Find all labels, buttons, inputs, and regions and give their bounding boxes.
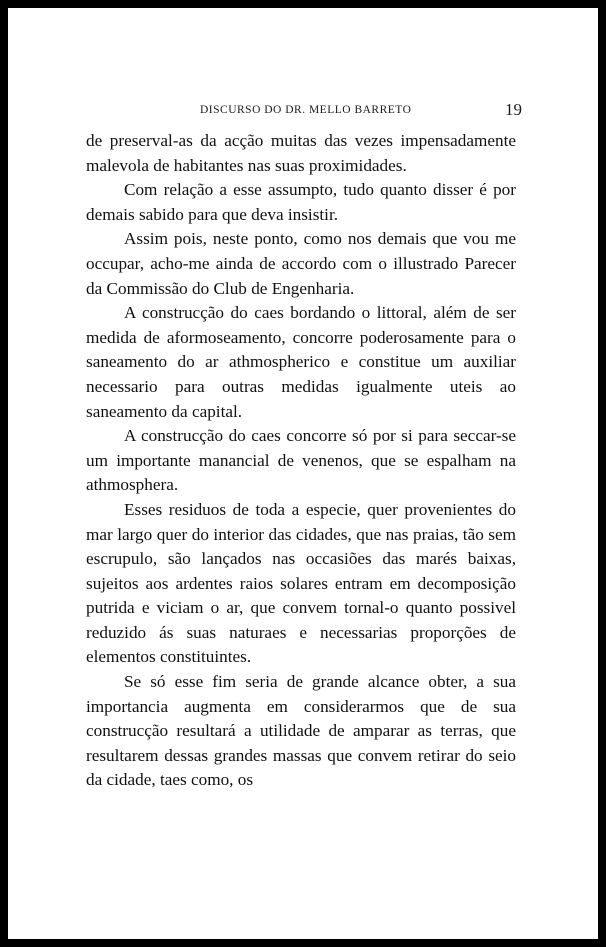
paragraph: Assim pois, neste ponto, como nos demais que vou me occupar, acho-me ainda de accordo com o illustrado Parecer da Commissão do Club de Engenharia. — [86, 229, 516, 298]
paragraph: de preserval-as da acção muitas das vezes impensadamente malevola de habitantes nas suas proximidades. — [86, 131, 516, 175]
paragraph: Se só esse fim seria de grande alcance obter, a sua importancia augmenta em considerarmos que de sua construcção resultará a utilidade de amparar as terras, que resultarem dessas grandes massas que convem retirar do seio da cidade, taes como, os — [86, 672, 516, 790]
running-title: DISCURSO DO DR. MELLO BARRETO — [200, 104, 412, 116]
paragraph: A construcção do caes concorre só por si para seccar-se um importante manancial de venenos, que se espalham na athmosphera. — [86, 426, 516, 495]
paragraph: Esses residuos de toda a especie, quer provenientes do mar largo quer do interior das cidades, que nas praias, tão sem escrupulo, são lançados nas occasiões das marés baixas, sujeitos aos ardentes raios solares entram em decomposição putrida e viciam o ar, que convem tornal-o quanto possivel reduzido ás suas naturaes e necessarias proporções de elementos constituintes. — [86, 499, 516, 667]
body-text — [86, 129, 516, 793]
paragraph: Com relação a esse assumpto, tudo quanto disser é por demais sabido para que deva insistir. — [86, 180, 516, 224]
page-number: 19 — [505, 100, 522, 119]
paragraph: A construcção do caes bordando o littoral, além de ser medida de aformoseamento, concorre poderosamente para o saneamento do ar athmospherico e constitue um auxiliar necessario para outras medidas igualmente uteis ao saneamento da capital. — [86, 303, 516, 421]
book-page — [8, 8, 598, 939]
